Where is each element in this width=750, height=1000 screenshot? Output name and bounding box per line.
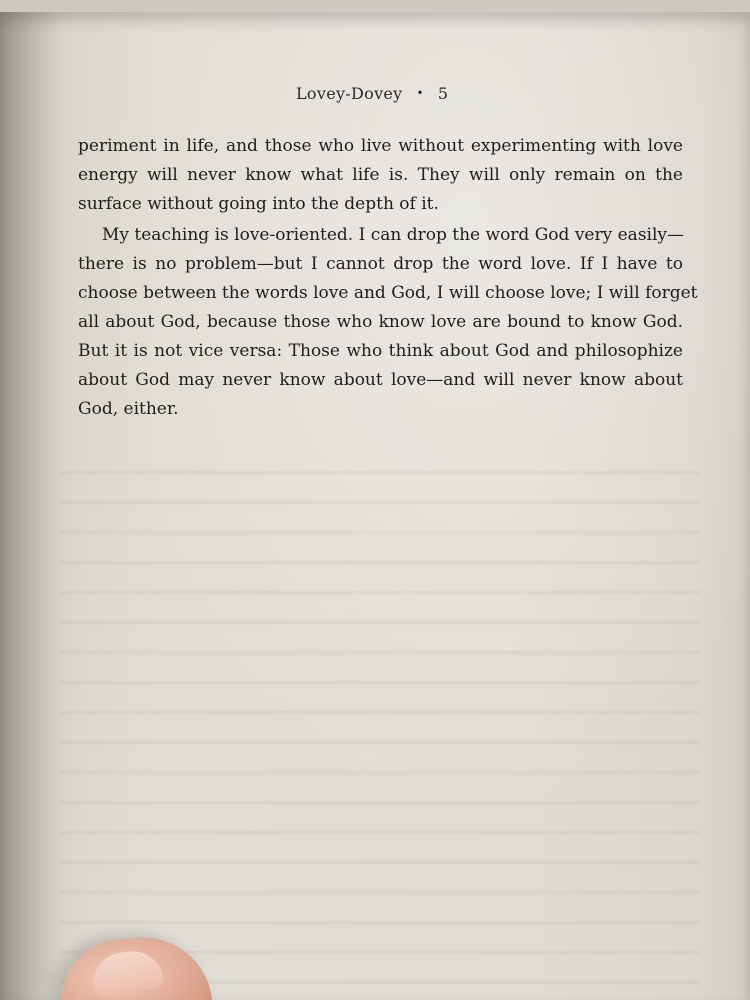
- running-head-title: Lovey-Dovey: [296, 84, 403, 103]
- body-text: [78, 132, 698, 424]
- text-line: surface without going into the depth of it.: [78, 194, 439, 214]
- paragraph-2: [78, 221, 698, 424]
- text-line: But it is not vice versa: Those who think about God and philosophize: [78, 341, 683, 361]
- running-head: [296, 84, 496, 103]
- text-line: My teaching is love-oriented. I can drop the word God very easily—: [102, 225, 685, 245]
- text-line: all about God, because those who know love are bound to know God.: [78, 312, 683, 332]
- page-gutter-shadow: [0, 12, 60, 1000]
- text-line: about God may never know about love—and will never know about: [78, 370, 683, 390]
- running-head-separator: •: [416, 86, 424, 100]
- text-line: choose between the words love and God, I will choose love; I will forget: [78, 283, 698, 303]
- page-number: 5: [437, 84, 449, 103]
- text-line: periment in life, and those who live without experimenting with love: [78, 136, 683, 156]
- text-line: there is no problem—but I cannot drop the word love. If I have to: [78, 254, 683, 274]
- text-line: energy will never know what life is. They will only remain on the: [78, 165, 683, 185]
- paragraph-1: [78, 132, 683, 219]
- text-line: God, either.: [78, 399, 179, 419]
- book-page: [0, 12, 750, 1000]
